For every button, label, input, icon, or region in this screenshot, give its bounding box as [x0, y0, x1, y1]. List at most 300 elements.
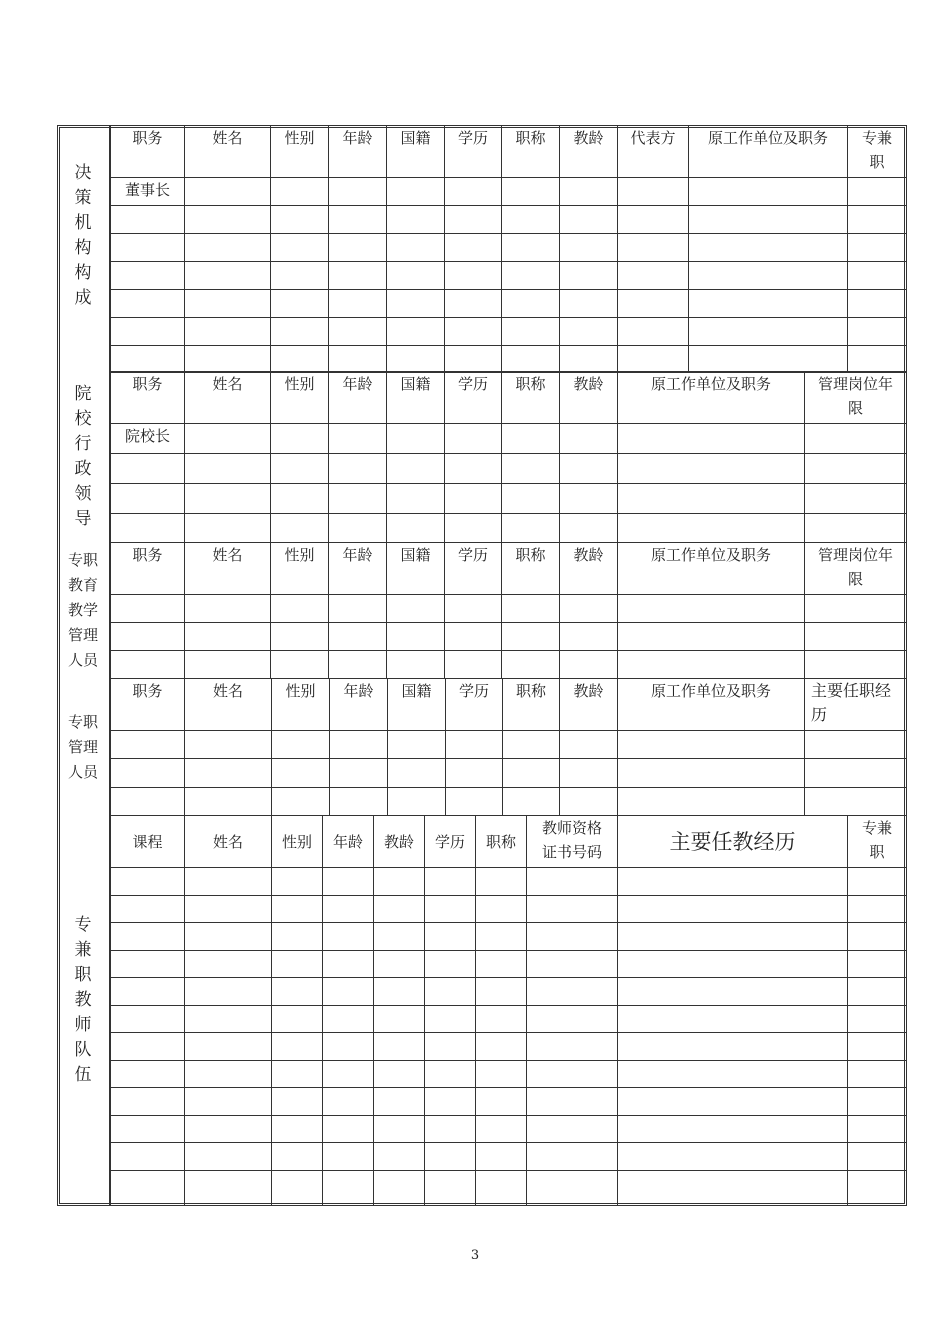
cell[interactable]: [388, 731, 446, 759]
cell[interactable]: [272, 923, 323, 951]
cell[interactable]: [502, 234, 560, 262]
cell[interactable]: [618, 896, 848, 923]
cell[interactable]: [387, 454, 445, 484]
cell[interactable]: [805, 623, 907, 651]
cell[interactable]: [618, 759, 805, 788]
cell[interactable]: [330, 759, 388, 788]
cell[interactable]: [560, 424, 618, 454]
cell[interactable]: [446, 759, 503, 788]
cell[interactable]: [111, 978, 185, 1006]
cell[interactable]: [560, 514, 618, 543]
cell[interactable]: [805, 484, 907, 514]
cell[interactable]: [618, 262, 689, 290]
cell[interactable]: [329, 651, 387, 679]
cell[interactable]: [476, 923, 527, 951]
cell[interactable]: [848, 1061, 907, 1088]
cell[interactable]: [848, 1006, 907, 1033]
cell[interactable]: [618, 731, 805, 759]
cell[interactable]: [374, 1061, 425, 1088]
cell[interactable]: [387, 178, 445, 206]
cell[interactable]: [323, 868, 374, 896]
cell[interactable]: [185, 424, 271, 454]
cell[interactable]: [111, 788, 185, 816]
cell[interactable]: [387, 484, 445, 514]
cell[interactable]: [425, 1088, 476, 1116]
cell[interactable]: [445, 290, 502, 318]
cell[interactable]: [502, 651, 560, 679]
cell[interactable]: [387, 318, 445, 346]
cell[interactable]: [527, 1033, 618, 1061]
cell[interactable]: [445, 623, 502, 651]
cell[interactable]: [111, 759, 185, 788]
cell[interactable]: [185, 318, 271, 346]
cell[interactable]: [374, 923, 425, 951]
cell[interactable]: [185, 1116, 272, 1143]
cell[interactable]: [425, 868, 476, 896]
cell[interactable]: [618, 206, 689, 234]
cell[interactable]: [848, 178, 907, 206]
cell[interactable]: [445, 318, 502, 346]
cell[interactable]: [689, 206, 848, 234]
cell[interactable]: [374, 1116, 425, 1143]
cell[interactable]: [618, 1006, 848, 1033]
cell[interactable]: [185, 206, 271, 234]
cell[interactable]: [185, 868, 272, 896]
cell[interactable]: [527, 978, 618, 1006]
cell[interactable]: [329, 484, 387, 514]
cell[interactable]: [111, 1171, 185, 1206]
cell[interactable]: [618, 595, 805, 623]
cell[interactable]: [805, 788, 907, 816]
cell[interactable]: [618, 318, 689, 346]
cell[interactable]: [323, 1088, 374, 1116]
cell[interactable]: [618, 1171, 848, 1206]
cell[interactable]: [185, 731, 272, 759]
cell[interactable]: [502, 290, 560, 318]
cell[interactable]: [848, 206, 907, 234]
cell[interactable]: [272, 868, 323, 896]
cell[interactable]: [618, 788, 805, 816]
cell[interactable]: [618, 454, 805, 484]
cell[interactable]: [388, 759, 446, 788]
cell[interactable]: [111, 514, 185, 543]
cell[interactable]: [111, 951, 185, 978]
cell[interactable]: [271, 346, 329, 373]
cell[interactable]: [503, 731, 560, 759]
cell[interactable]: [387, 514, 445, 543]
cell[interactable]: [185, 346, 271, 373]
table-row: [111, 178, 907, 206]
cell[interactable]: [329, 318, 387, 346]
cell[interactable]: [330, 788, 388, 816]
cell[interactable]: [848, 1088, 907, 1116]
cell[interactable]: [502, 178, 560, 206]
cell[interactable]: [805, 731, 907, 759]
cell[interactable]: [445, 424, 502, 454]
cell[interactable]: [111, 234, 185, 262]
cell[interactable]: [271, 424, 329, 454]
cell[interactable]: [329, 595, 387, 623]
cell[interactable]: [111, 623, 185, 651]
cell[interactable]: [805, 514, 907, 543]
cell[interactable]: [329, 206, 387, 234]
cell[interactable]: [185, 262, 271, 290]
cell[interactable]: [111, 1116, 185, 1143]
cell[interactable]: [527, 1061, 618, 1088]
cell[interactable]: [502, 623, 560, 651]
cell[interactable]: [111, 1088, 185, 1116]
cell[interactable]: [618, 923, 848, 951]
cell[interactable]: [323, 923, 374, 951]
cell[interactable]: [111, 731, 185, 759]
cell[interactable]: [111, 595, 185, 623]
cell[interactable]: [111, 651, 185, 679]
cell[interactable]: [560, 290, 618, 318]
cell[interactable]: [271, 234, 329, 262]
cell[interactable]: [445, 206, 502, 234]
cell[interactable]: [111, 318, 185, 346]
cell[interactable]: [387, 290, 445, 318]
cell[interactable]: [502, 206, 560, 234]
cell[interactable]: [185, 951, 272, 978]
cell[interactable]: [560, 318, 618, 346]
cell[interactable]: [848, 1116, 907, 1143]
cell[interactable]: [445, 454, 502, 484]
cell[interactable]: [502, 514, 560, 543]
cell[interactable]: [111, 1061, 185, 1088]
cell[interactable]: [374, 1143, 425, 1171]
cell[interactable]: [185, 788, 272, 816]
cell[interactable]: [387, 595, 445, 623]
cell[interactable]: [271, 262, 329, 290]
cell[interactable]: [185, 484, 271, 514]
cell[interactable]: [689, 346, 848, 373]
cell[interactable]: [527, 1116, 618, 1143]
cell[interactable]: [271, 623, 329, 651]
cell[interactable]: [476, 1033, 527, 1061]
cell[interactable]: [503, 759, 560, 788]
cell[interactable]: [689, 318, 848, 346]
cell[interactable]: [527, 1143, 618, 1171]
cell[interactable]: [425, 1061, 476, 1088]
cell[interactable]: [805, 651, 907, 679]
cell[interactable]: [848, 951, 907, 978]
cell[interactable]: [618, 1033, 848, 1061]
cell[interactable]: [185, 234, 271, 262]
cell[interactable]: [271, 514, 329, 543]
cell[interactable]: [323, 1033, 374, 1061]
cell[interactable]: [374, 1171, 425, 1206]
cell[interactable]: [527, 923, 618, 951]
cell[interactable]: [425, 1171, 476, 1206]
cell[interactable]: [111, 896, 185, 923]
cell[interactable]: [560, 759, 618, 788]
cell[interactable]: [374, 951, 425, 978]
cell[interactable]: [805, 759, 907, 788]
cell[interactable]: [272, 788, 330, 816]
cell[interactable]: [618, 1088, 848, 1116]
cell[interactable]: [111, 484, 185, 514]
cell[interactable]: [330, 731, 388, 759]
cell[interactable]: [387, 651, 445, 679]
cell[interactable]: [185, 978, 272, 1006]
cell[interactable]: [272, 1116, 323, 1143]
cell[interactable]: [272, 759, 330, 788]
cell[interactable]: [374, 868, 425, 896]
cell[interactable]: [476, 978, 527, 1006]
cell[interactable]: [618, 623, 805, 651]
cell[interactable]: [374, 1033, 425, 1061]
cell[interactable]: [689, 290, 848, 318]
cell[interactable]: [388, 788, 446, 816]
cell[interactable]: [848, 1143, 907, 1171]
cell[interactable]: [618, 868, 848, 896]
cell[interactable]: [111, 290, 185, 318]
cell[interactable]: [387, 346, 445, 373]
cell[interactable]: [425, 1116, 476, 1143]
cell[interactable]: [445, 484, 502, 514]
cell[interactable]: [329, 424, 387, 454]
cell[interactable]: [848, 290, 907, 318]
cell[interactable]: [323, 1116, 374, 1143]
cell[interactable]: [271, 651, 329, 679]
cell[interactable]: [446, 788, 503, 816]
cell[interactable]: [111, 923, 185, 951]
cell[interactable]: [272, 978, 323, 1006]
cell[interactable]: [502, 318, 560, 346]
cell[interactable]: [323, 896, 374, 923]
cell[interactable]: [618, 1143, 848, 1171]
cell[interactable]: [848, 896, 907, 923]
cell[interactable]: [185, 454, 271, 484]
cell[interactable]: [323, 1171, 374, 1206]
cell[interactable]: [527, 1006, 618, 1033]
cell[interactable]: [476, 1171, 527, 1206]
cell[interactable]: [111, 454, 185, 484]
cell[interactable]: [445, 234, 502, 262]
cell[interactable]: [271, 454, 329, 484]
cell[interactable]: [618, 234, 689, 262]
cell[interactable]: [323, 1061, 374, 1088]
cell[interactable]: [445, 346, 502, 373]
cell[interactable]: [527, 896, 618, 923]
cell[interactable]: [329, 178, 387, 206]
cell[interactable]: [445, 651, 502, 679]
cell[interactable]: [185, 923, 272, 951]
side-label-text: 院校行政领导: [74, 384, 92, 529]
cell[interactable]: [185, 595, 271, 623]
cell[interactable]: [272, 951, 323, 978]
cell[interactable]: [446, 731, 503, 759]
cell[interactable]: [387, 234, 445, 262]
cell[interactable]: [329, 514, 387, 543]
cell[interactable]: [476, 1061, 527, 1088]
cell[interactable]: [323, 951, 374, 978]
cell[interactable]: [272, 1143, 323, 1171]
cell[interactable]: [618, 1116, 848, 1143]
cell[interactable]: [503, 788, 560, 816]
cell[interactable]: [476, 1088, 527, 1116]
cell[interactable]: [848, 262, 907, 290]
cell[interactable]: [618, 346, 689, 373]
cell[interactable]: [848, 978, 907, 1006]
cell[interactable]: [805, 424, 907, 454]
cell[interactable]: [618, 951, 848, 978]
cell[interactable]: [476, 868, 527, 896]
cell[interactable]: [476, 951, 527, 978]
cell[interactable]: [272, 1061, 323, 1088]
cell[interactable]: [527, 1088, 618, 1116]
cell[interactable]: [560, 623, 618, 651]
cell[interactable]: [560, 651, 618, 679]
cell[interactable]: [805, 595, 907, 623]
cell[interactable]: [111, 262, 185, 290]
cell[interactable]: [374, 1006, 425, 1033]
cell[interactable]: [272, 896, 323, 923]
cell[interactable]: [560, 234, 618, 262]
cell[interactable]: [618, 514, 805, 543]
cell[interactable]: [848, 234, 907, 262]
cell[interactable]: [387, 262, 445, 290]
cell[interactable]: [502, 424, 560, 454]
row-label[interactable]: 院校长: [111, 424, 185, 454]
cell[interactable]: [272, 731, 330, 759]
cell[interactable]: [185, 1171, 272, 1206]
cell[interactable]: [374, 896, 425, 923]
cell[interactable]: [425, 978, 476, 1006]
cell[interactable]: [560, 454, 618, 484]
cell[interactable]: [560, 731, 618, 759]
cell[interactable]: [502, 484, 560, 514]
cell[interactable]: [848, 318, 907, 346]
cell[interactable]: [502, 595, 560, 623]
cell[interactable]: [111, 1006, 185, 1033]
cell[interactable]: [111, 868, 185, 896]
cell[interactable]: [323, 978, 374, 1006]
cell[interactable]: [329, 346, 387, 373]
cell[interactable]: [185, 514, 271, 543]
cell[interactable]: [271, 484, 329, 514]
cell[interactable]: [618, 424, 805, 454]
cell[interactable]: [425, 1006, 476, 1033]
cell[interactable]: [560, 178, 618, 206]
cell[interactable]: [618, 651, 805, 679]
cell[interactable]: [445, 178, 502, 206]
cell[interactable]: [374, 978, 425, 1006]
cell[interactable]: [387, 623, 445, 651]
cell[interactable]: [848, 1033, 907, 1061]
cell[interactable]: [476, 1143, 527, 1171]
cell[interactable]: [848, 1171, 907, 1206]
cell[interactable]: [329, 454, 387, 484]
cell[interactable]: [445, 262, 502, 290]
cell[interactable]: [185, 1006, 272, 1033]
cell[interactable]: [560, 346, 618, 373]
cell[interactable]: [425, 1033, 476, 1061]
cell[interactable]: [560, 206, 618, 234]
cell[interactable]: [272, 1088, 323, 1116]
cell[interactable]: [272, 1171, 323, 1206]
cell[interactable]: [425, 896, 476, 923]
cell[interactable]: [425, 923, 476, 951]
cell[interactable]: [111, 1033, 185, 1061]
cell[interactable]: [502, 454, 560, 484]
cell[interactable]: [185, 1088, 272, 1116]
cell[interactable]: [502, 346, 560, 373]
cell[interactable]: [527, 951, 618, 978]
cell[interactable]: [323, 1143, 374, 1171]
cell[interactable]: [111, 1143, 185, 1171]
cell[interactable]: [560, 484, 618, 514]
cell[interactable]: [387, 206, 445, 234]
cell[interactable]: [329, 290, 387, 318]
cell[interactable]: [111, 346, 185, 373]
cell[interactable]: [618, 290, 689, 318]
cell[interactable]: [271, 595, 329, 623]
cell[interactable]: [185, 759, 272, 788]
cell[interactable]: [111, 206, 185, 234]
cell[interactable]: [689, 234, 848, 262]
cell[interactable]: [185, 1061, 272, 1088]
cell[interactable]: [848, 868, 907, 896]
row-label[interactable]: 董事长: [111, 178, 185, 206]
cell[interactable]: [476, 896, 527, 923]
cell[interactable]: [848, 923, 907, 951]
cell[interactable]: [689, 178, 848, 206]
cell[interactable]: [329, 623, 387, 651]
cell[interactable]: [185, 290, 271, 318]
cell[interactable]: [502, 262, 560, 290]
cell[interactable]: [272, 1033, 323, 1061]
cell[interactable]: [527, 868, 618, 896]
cell[interactable]: [185, 178, 271, 206]
cell[interactable]: [185, 896, 272, 923]
cell[interactable]: [387, 424, 445, 454]
cell[interactable]: [185, 623, 271, 651]
cell[interactable]: [527, 1171, 618, 1206]
cell[interactable]: [618, 178, 689, 206]
cell[interactable]: [329, 234, 387, 262]
cell[interactable]: [476, 1116, 527, 1143]
cell[interactable]: [271, 290, 329, 318]
cell[interactable]: [374, 1088, 425, 1116]
cell[interactable]: [476, 1006, 527, 1033]
cell[interactable]: [425, 1143, 476, 1171]
cell[interactable]: [560, 262, 618, 290]
cell[interactable]: [445, 514, 502, 543]
cell[interactable]: [185, 651, 271, 679]
cell[interactable]: [618, 484, 805, 514]
cell[interactable]: [185, 1143, 272, 1171]
cell[interactable]: [560, 595, 618, 623]
cell[interactable]: [560, 788, 618, 816]
cell[interactable]: [271, 178, 329, 206]
col-header: 姓名: [185, 816, 272, 868]
cell[interactable]: [618, 978, 848, 1006]
cell[interactable]: [689, 262, 848, 290]
cell[interactable]: [272, 1006, 323, 1033]
cell[interactable]: [445, 595, 502, 623]
cell[interactable]: [618, 1061, 848, 1088]
cell[interactable]: [323, 1006, 374, 1033]
cell[interactable]: [425, 951, 476, 978]
cell[interactable]: [329, 262, 387, 290]
cell[interactable]: [185, 1033, 272, 1061]
cell[interactable]: [271, 206, 329, 234]
cell[interactable]: [848, 346, 907, 373]
cell[interactable]: [805, 454, 907, 484]
cell[interactable]: [271, 318, 329, 346]
